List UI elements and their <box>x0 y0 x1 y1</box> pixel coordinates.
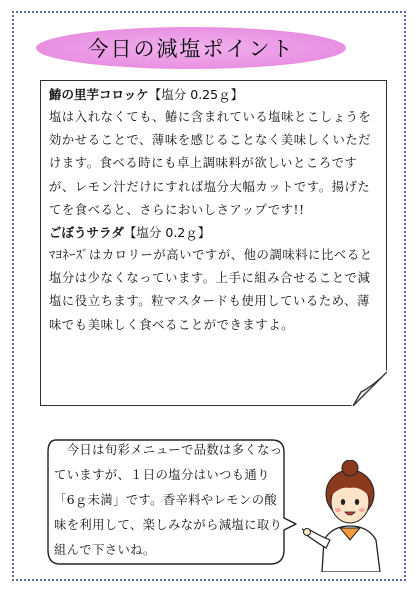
recipe-note-card <box>40 80 387 406</box>
item-heading-croquette <box>49 84 378 106</box>
page-title: 今日の減塩ポイント <box>87 37 295 61</box>
page-curl-icon <box>351 370 387 406</box>
item-name: ごぼうサラダ <box>49 225 124 241</box>
advice-message: 今日は旬彩メニューで品数は多くなっていますが、１日の塩分はいつも通り「6ｇ未満」です。香辛料やレモンの酸味を利用して、楽しみながら減塩に取り組んで下さいね。 <box>54 443 283 557</box>
item-heading-salad <box>49 222 378 244</box>
item-name: 鰆の里芋コロッケ <box>49 87 149 102</box>
item-salt: 【塩分 0.2ｇ】 <box>123 225 211 241</box>
item-description: ﾏﾖﾈｰｽﾞはカロリーが高いですが、他の調味料に比べると塩分は少なくなっています。上手に組み合せることで減塩に役立ちます。粒マスタードも使用しているため、薄味でも美味しく食べることができますよ。 <box>49 248 373 332</box>
chef-girl-pointing-illustration <box>302 460 398 572</box>
title-banner <box>36 27 346 69</box>
item-description: 塩は入れなくても、鰆に含まれている塩味とこしょうを効かせることで、薄味を感じることなく美味しくいただけます。食べる時にも卓上調味料が欲しいところですが、レモン汁だけにすれば塩分大幅カットです。揚げたてを食べると、さらにおいしさアップです!! <box>49 110 372 217</box>
item-salt: 【塩分 0.25ｇ】 <box>148 87 244 102</box>
